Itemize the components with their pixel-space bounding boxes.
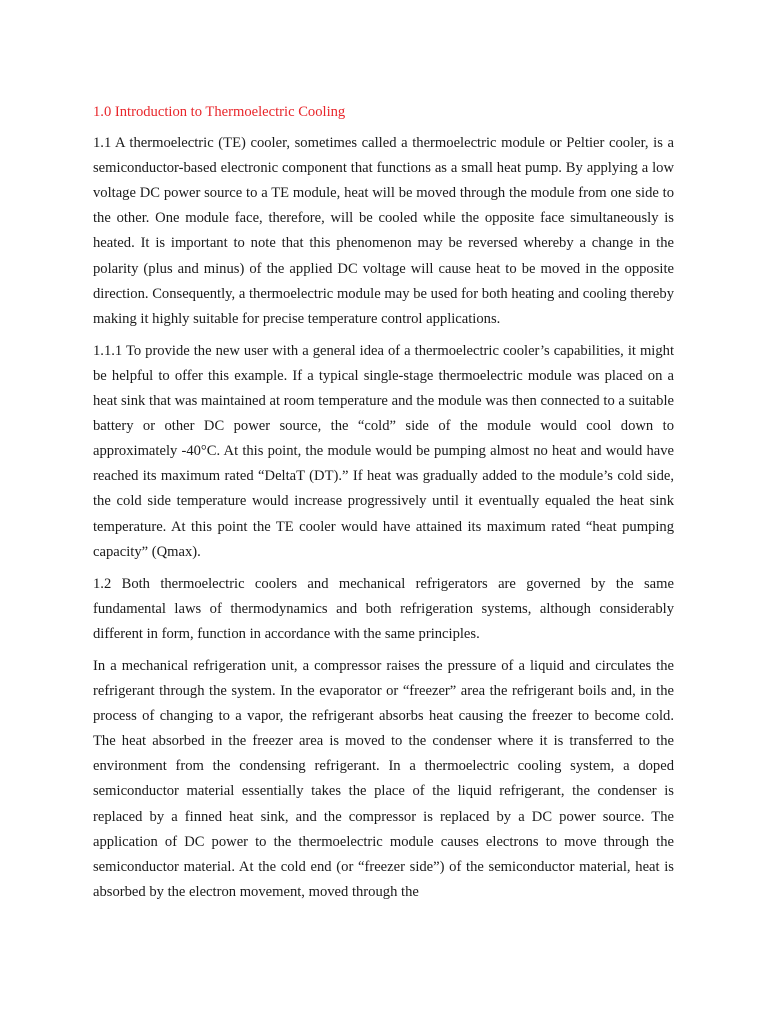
paragraph-mechanical-refrigeration: In a mechanical refrigeration unit, a compressor raises the pressure of a liquid and circulates the refrigerant through the system. In the evaporator or “freezer” area the refrigerant boils and, in the process of changing to a vapor, the refrigerant absorbs heat causing the freezer to become cold. The heat absorbed in the freezer area is moved to the condenser where it is transferred to the environment from the condensing refrigerant. In a thermoelectric cooling system, a doped semiconductor material essentially takes the place of the liquid refrigerant, the condenser is replaced by a finned heat sink, and the compressor is replaced by a DC power source. The application of DC power to the thermoelectric module causes electrons to move through the semiconductor material. At the cold end (or “freezer side”) of the semiconductor material, heat is absorbed by the electron movement, moved through the (93, 657, 674, 900)
paragraph-1-1: 1.1 A thermoelectric (TE) cooler, sometimes called a thermoelectric module or Peltier cooler, is a semiconductor-based electronic component that functions as a small heat pump. By applying a low voltage DC power source to a TE module, heat will be moved through the module from one side to the other. One module face, therefore, will be cooled while the opposite face simultaneously is heated. It is important to note that this phenomenon may be reversed whereby a change in the polarity (plus and minus) of the applied DC voltage will cause heat to be moved in the opposite direction. Consequently, a thermoelectric module may be used for both heating and cooling thereby making it highly suitable for precise temperature control applications. (93, 135, 674, 327)
paragraph-1-1-1: 1.1.1 To provide the new user with a general idea of a thermoelectric cooler’s capabilities, it might be helpful to offer this example. If a typical single-stage thermoelectric module was placed on a heat sink that was maintained at room temperature and the module was then connected to a suitable battery or other DC power source, the “cold” side of the module would cool down to approximately -40°C. At this point, the module would be pumping almost no heat and would have reached its maximum rated “DeltaT (DT).” If heat was gradually added to the module’s cold side, the cold side temperature would increase progressively until it eventually equaled the heat sink temperature. At this point the TE cooler would have attained its maximum rated “heat pumping capacity” (Qmax). (93, 342, 674, 560)
section-heading: 1.0 Introduction to Thermoelectric Cooling (93, 104, 346, 120)
paragraph-1-2: 1.2 Both thermoelectric coolers and mechanical refrigerators are governed by the same fundamental laws of thermodynamics and both refrigeration systems, although considerably different in form, function in accordance with the same principles. (93, 575, 674, 642)
document-body (93, 100, 674, 912)
